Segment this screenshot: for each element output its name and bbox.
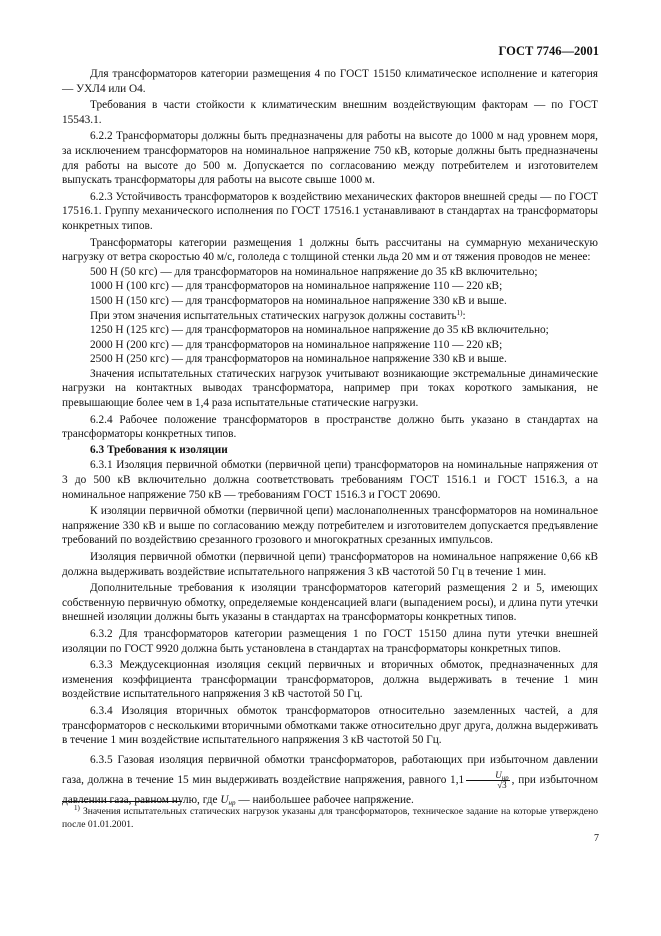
paragraph-6-3-2: 6.3.2 Для трансформаторов категории размещения 1 по ГОСТ 15150 длина пути утечки внешней изоляции по ГОСТ 9920 должна быть установлена в стандартах на трансформаторы конкретных типов. bbox=[62, 627, 598, 655]
paragraph: К изоляции первичной обмотки (первичной цепи) маслонаполненных трансформаторов на номинальное напряжение 330 кВ и выше по согласованию между потребителем и изготовителем допускается предъявление требований по воздействию срезанного грозового и многократных срезанных импульсов. bbox=[62, 505, 598, 547]
paragraph-6-3-3: 6.3.3 Междусекционная изоляция секций первичных и вторичных обмоток, предназначенных для изменения коэффициента трансформации трансформаторов, должна выдерживать в течение 1 мин воздействие испытательного напряжения 3 кВ частотой 50 Гц. bbox=[62, 659, 598, 701]
list-item-intro: При этом значения испытательных статических нагрузок должны составить$^{1)}$: bbox=[90, 308, 466, 322]
list-item: 1250 Н (125 кгс) — для трансформаторов на номинальное напряжение до 35 кВ включительно; bbox=[90, 324, 549, 337]
paragraph: Для трансформаторов категории размещения 4 по ГОСТ 15150 климатическое исполнение и категория — УХЛ4 или О4. bbox=[62, 68, 598, 95]
paragraph: Значения испытательных статических нагрузок учитывают возникающие экстремальные динамические нагрузки на контактных выводах трансформатора, например при токах короткого замыкания, не превышающие более чем в 1,4 раза испытательные статические нагрузки. bbox=[62, 367, 598, 410]
paragraph: Трансформаторы категории размещения 1 должны быть рассчитаны на суммарную механическую нагрузку от ветра скоростью 40 м/с, гололеда с толщиной стенки льда 20 мм и от тяжения проводов не менее: bbox=[62, 236, 598, 264]
list-item: 2500 Н (250 кгс) — для трансформаторов на номинальное напряжение 330 кВ и выше. bbox=[90, 353, 507, 366]
list-item: 500 Н (50 кгс) — для трансформаторов на номинальное напряжение до 35 кВ включительно; bbox=[90, 265, 538, 278]
formula-symbol: $U_{нр}$ bbox=[220, 793, 236, 807]
formula-fraction: $\frac{U_{нр}}{√3}$ bbox=[466, 771, 509, 790]
footnote: $^{1)}$ Значения испытательных статических нагрузок указаны для трансформаторов, техническое задание на которые утверждено после 01.01.2001. bbox=[62, 804, 599, 830]
paragraph: Требования в части стойкости к климатическим внешним воздействующим факторам — по ГОСТ 15543.1. bbox=[62, 99, 598, 126]
document-header: ГОСТ 7746—2001 bbox=[498, 44, 599, 58]
paragraph-6-2-2: 6.2.2 Трансформаторы должны быть предназначены для работы на высоте до 1000 м над уровнем моря, за исключением трансформаторов на номинальное напряжение 750 кВ, которые должны быть предназначены для работы на высоте до 500 м. Допускается по согласованию между потребителем и изготовителем выпускать трансформаторы для работы на высоте свыше 1000 м. bbox=[62, 130, 598, 187]
paragraph-6-2-4: 6.2.4 Рабочее положение трансформаторов в пространстве должно быть указано в стандартах на трансформаторы конкретных типов. bbox=[62, 413, 598, 441]
paragraph-6-3-1: 6.3.1 Изоляция первичной обмотки (первичной цепи) трансформаторов на номинальные напряжения от 3 до 500 кВ включительно должна соответствовать требованиям ГОСТ 1516.1 и ГОСТ 1516.3, а на номинальное напряжение 750 кВ — требованиям ГОСТ 1516.3 и ГОСТ 20690. bbox=[62, 459, 598, 501]
page-number: 7 bbox=[594, 833, 599, 844]
paragraph-6-3-4: 6.3.4 Изоляция вторичных обмоток трансформаторов относительно заземленных частей, а для трансформаторов с несколькими вторичными обмотками также относительно друг друга, должна выдерживать в течение 1 мин воздействие испытательного напряжения 3 кВ частотой 50 Гц. bbox=[62, 704, 598, 747]
list-item: 1500 Н (150 кгс) — для трансформаторов на номинальное напряжение 330 кВ и выше. bbox=[90, 294, 507, 307]
section-heading: 6.3 Требования к изоляции bbox=[90, 443, 228, 456]
paragraph: Изоляция первичной обмотки (первичной цепи) трансформаторов на номинальное напряжение 0,66 кВ должна выдерживать воздействие испытательного напряжения 3 кВ частотой 50 Гц в течение 1 мин. bbox=[62, 551, 598, 578]
footnote-marker: 1) bbox=[456, 308, 463, 317]
footnote-divider bbox=[62, 801, 182, 802]
list-item: 1000 Н (100 кгс) — для трансформаторов на номинальное напряжение 110 — 220 кВ; bbox=[90, 280, 503, 293]
paragraph: Дополнительные требования к изоляции трансформаторов категорий размещения 2 и 5, имеющих собственную первичную обмотку, определяемые конденсацией влаги (выпадением росы), и длина пути утечки внешней изоляции должны быть указаны в стандартах на трансформаторы конкретных типов. bbox=[62, 582, 598, 624]
list-item: 2000 Н (200 кгс) — для трансформаторов на номинальное напряжение 110 — 220 кВ; bbox=[90, 338, 503, 351]
document-body bbox=[62, 67, 598, 812]
paragraph-6-3-5: 6.3.5 Газовая изоляция первичной обмотки трансформаторов, работающих при избыточном давлении газа, должна в течение 15 мин выдерживать воздействие напряжения, равного 1,1 $\frac{U_{нр}}{√3}$ , при избыточном давлении газа, равном нулю, где $U_{нр}$ — наибольшее рабочее напряжение. bbox=[62, 753, 598, 807]
paragraph-6-2-3: 6.2.3 Устойчивость трансформаторов к воздействию механических факторов внешней среды — по ГОСТ 17516.1. Группу механического исполнения по ГОСТ 17516.1 устанавливают в стандартах на трансформаторы конкретных типов. bbox=[62, 190, 598, 232]
